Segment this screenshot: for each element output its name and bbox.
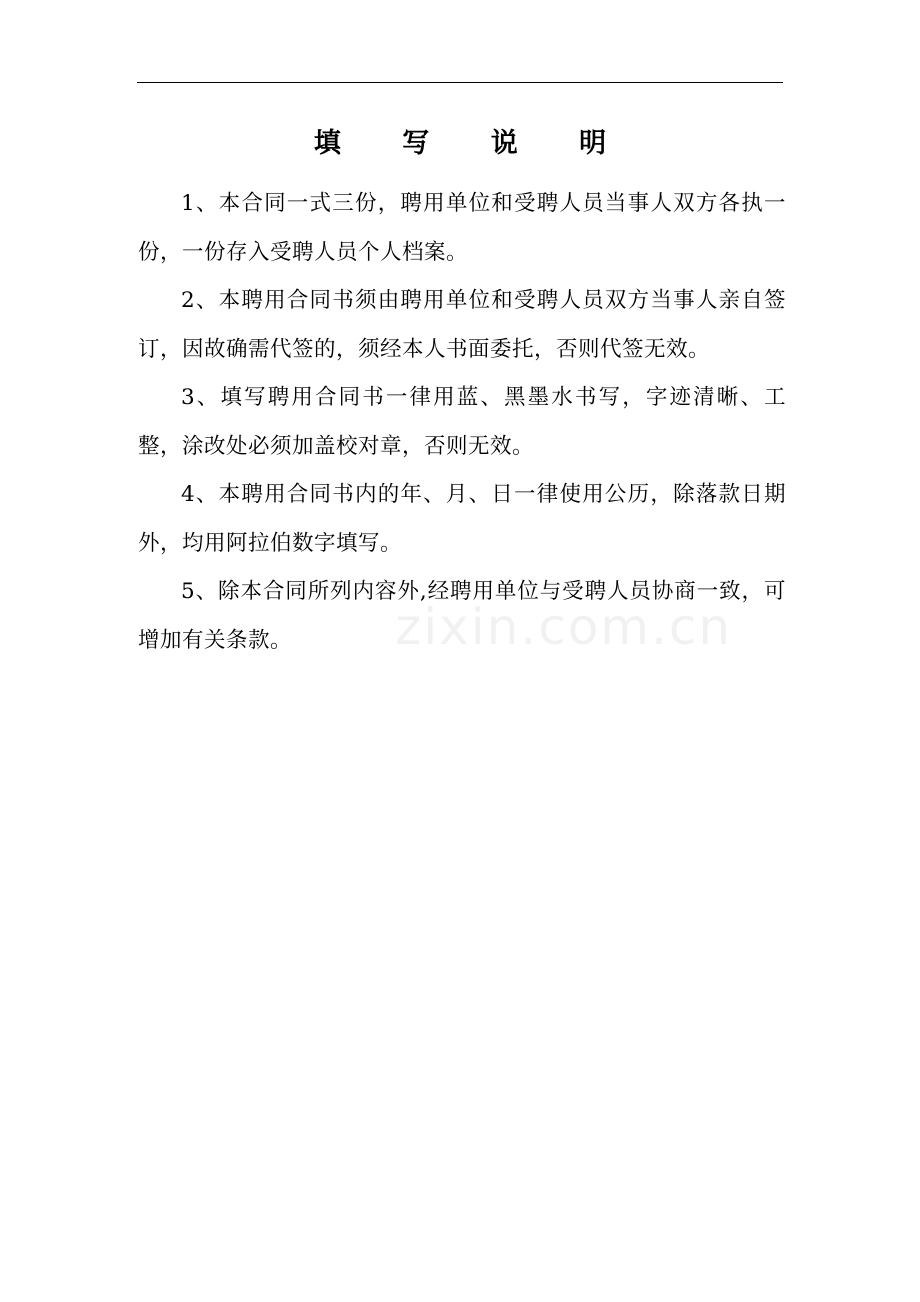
watermark-text: zixin.com.cn xyxy=(395,598,733,656)
instruction-paragraph-3: 3、填写聘用合同书一律用蓝、黑墨水书写，字迹清晰、工整，涂改处必须加盖校对章，否则无效。 xyxy=(138,385,786,459)
header-rule xyxy=(137,82,783,83)
instruction-paragraph-4: 4、本聘用合同书内的年、月、日一律使用公历，除落款日期外，均用阿拉伯数字填写。 xyxy=(138,482,786,556)
page-title: 填 写 说 明 xyxy=(313,128,633,159)
instruction-paragraph-5: 5、除本合同所列内容外,经聘用单位与受聘人员协商一致，可增加有关条款。 xyxy=(138,579,786,653)
instruction-paragraph-2: 2、本聘用合同书须由聘用单位和受聘人员双方当事人亲自签订，因故确需代签的，须经本人书面委托，否则代签无效。 xyxy=(138,288,786,362)
instruction-paragraph-1: 1、本合同一式三份，聘用单位和受聘人员当事人双方各执一份，一份存入受聘人员个人档案。 xyxy=(138,191,786,265)
instructions-body xyxy=(138,180,786,665)
